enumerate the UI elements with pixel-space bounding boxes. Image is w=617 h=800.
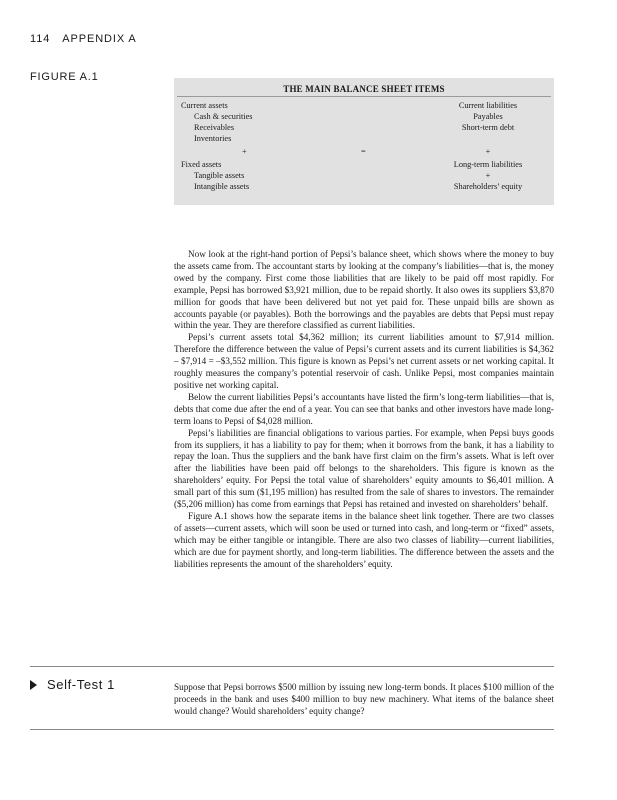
right-item-long-term-liabilities: Long-term liabilities	[453, 160, 523, 169]
running-head	[30, 33, 137, 45]
left-item-fixed-assets: Fixed assets	[181, 160, 222, 169]
body-paragraph: Pepsi’s current assets total $4,362 million; its current liabilities amount to $7,914 million. Therefore the difference between the value of Pepsi’s current assets and its current liabilities is $4,362 – $7,914 = –$3,552 million. This figure is known as Pepsi’s net current assets or net working capital. It roughly measures the company’s potential reservoir of cash. Unlike Pepsi, most companies maintain positive net working capital.	[174, 332, 554, 390]
self-test-question	[174, 682, 554, 718]
self-test-top-rule	[30, 666, 554, 667]
figure-label: FIGURE A.1	[30, 71, 99, 83]
left-item-current-assets: Current assets	[181, 101, 228, 110]
left-item-intangible: Intangible assets	[194, 182, 250, 191]
self-test-paragraph: Suppose that Pepsi borrows $500 million by issuing new long-term bonds. It places $100 million of the proceeds in the bank and uses $400 million to buy new machinery. What items of the balance sheet would change? Would shareholders’ equity change?	[174, 682, 554, 716]
right-item-current-liabilities: Current liabilities	[458, 101, 518, 110]
equals-sign: =	[361, 147, 366, 156]
left-item-tangible: Tangible assets	[194, 171, 245, 180]
figure-title-rule	[177, 96, 551, 97]
right-item-shareholders-equity: Shareholders’ equity	[453, 182, 523, 191]
right-item-short-term-debt: Short-term debt	[461, 123, 515, 132]
self-test-label	[30, 677, 115, 692]
balance-sheet-figure	[174, 78, 554, 205]
running-title: APPENDIX A	[62, 33, 137, 45]
body-paragraph: Figure A.1 shows how the separate items in the balance sheet link together. There are two classes of assets—current assets, which will soon be used or turned into cash, and long-term or “fixed” assets, which may be either tangible or intangible. There are also two classes of liability—current liabilities, which are due for payment shortly, and long-term liabilities. The difference between the assets and the liabilities represents the amount of the shareholders’ equity.	[174, 510, 554, 569]
left-plus-sign: +	[242, 147, 247, 156]
triangle-marker-icon	[30, 680, 37, 690]
body-paragraph: Below the current liabilities Pepsi’s accountants have listed the firm’s long-term liabilities—that is, debts that come due after the end of a year. You can see that banks and other investors have made long-term loans to Pepsi of $4,028 million.	[174, 391, 554, 426]
body-paragraph: Now look at the right-hand portion of Pepsi’s balance sheet, which shows where the money to buy the assets came from. The accountant starts by looking at the company’s liabilities—that is, the money owed by the company. First come those liabilities that are likely to be paid off most rapidly. For example, Pepsi has borrowed $3,921 million, due to be repaid shortly. It also owes its suppliers $3,870 million for goods that have been delivered but not yet paid for. These unpaid bills are shown as accounts payable (or payables). Both the borrowings and the payables are debts that Pepsi must repay within the year. They are therefore classified as current liabilities.	[174, 249, 554, 331]
right-item-payables: Payables	[473, 112, 503, 121]
left-item-inventories: Inventories	[194, 134, 232, 143]
right-plus-sign-2: +	[485, 171, 491, 180]
left-item-cash: Cash & securities	[194, 112, 253, 121]
figure-title: THE MAIN BALANCE SHEET ITEMS	[283, 84, 445, 94]
page-number: 114	[30, 33, 51, 45]
self-test-title: Self-Test 1	[47, 677, 116, 692]
body-text	[174, 249, 554, 570]
left-item-receivables: Receivables	[194, 123, 235, 132]
self-test-bottom-rule	[30, 729, 554, 730]
body-paragraph: Pepsi’s liabilities are financial obligations to various parties. For example, when Pepsi buys goods from its suppliers, it has a liability to pay for them; when it borrows from the bank, it has a liability to repay the loan. Thus the suppliers and the bank have first claim on the firm’s assets. What is left over after the liabilities have been paid off belongs to the shareholders. This figure is known as the shareholders’ equity. For Pepsi the total value of shareholders’ equity amounts to $6,401 million. A small part of this sum ($1,195 million) has resulted from the sale of shares to investors. The remainder ($5,206 million) has come from earnings that Pepsi has retained and invested on shareholders’ behalf.	[174, 427, 554, 510]
right-plus-sign: +	[485, 147, 491, 156]
